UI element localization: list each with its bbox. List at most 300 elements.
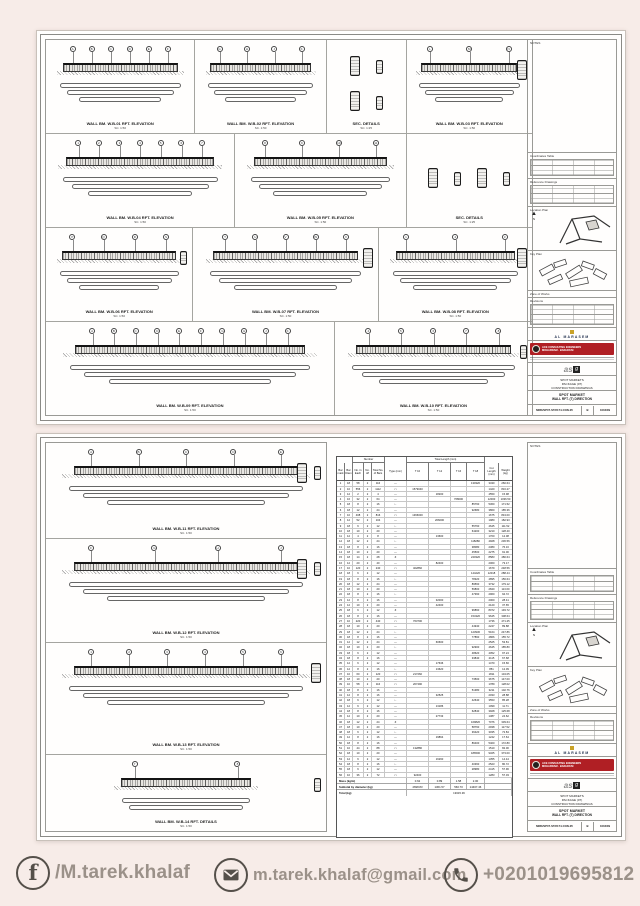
- bar-shape-glyph: —: [385, 518, 407, 522]
- marasem-emblem-icon: [570, 746, 574, 750]
- drawing-panel: [46, 228, 193, 321]
- panel-scale: SC. 1:50: [184, 408, 196, 412]
- bbs-row: 43 12 6 2 12 — 13186 1099 11.71: [337, 704, 512, 709]
- key-plan-sketch: [534, 673, 614, 705]
- beam-elevation: [75, 345, 304, 354]
- title-block: [527, 39, 617, 416]
- section-detail: [314, 466, 321, 480]
- bar-schedule-pills: [339, 363, 528, 386]
- facebook-handle: /M.tarek.khalaf: [55, 862, 190, 883]
- grid-bubble-row: 8 9 10 11: [239, 140, 401, 147]
- panel-caption: WALL BM. W.B-05 RFT. ELEVATION: [286, 215, 354, 220]
- asg-g-mark: g: [575, 782, 579, 788]
- panel-scale: SC. 1:50: [180, 531, 192, 535]
- bbs-row: 6 18 12 2 24 — 92680 3860 185.36: [337, 508, 512, 513]
- beam-elevation: [74, 466, 297, 475]
- bar-shape-glyph: —: [385, 587, 407, 591]
- bar-shape-glyph: —: [385, 751, 407, 755]
- bbs-row: 35 12 6 2 12 — 17636 1470 15.66: [337, 661, 512, 666]
- grid-bubble-row: 1 2 3 4 5 6: [50, 649, 322, 656]
- section-detail: [517, 248, 527, 268]
- email-address: m.tarek.khalaf@gmail.com: [253, 865, 467, 884]
- bar-shape-glyph: —: [385, 492, 407, 496]
- section-group: [363, 248, 373, 268]
- bbs-row: 50 18 8 2 16 — 86400 5400 172.80: [337, 741, 512, 746]
- title-block: [527, 442, 617, 832]
- section-group: [517, 60, 527, 80]
- beam-elevation: [63, 63, 178, 72]
- bar-shape-glyph: —: [385, 725, 407, 729]
- panel-caption: WALL BM. W.B-04 RFT. ELEVATION: [106, 215, 174, 220]
- ace-emblem-icon: [532, 345, 540, 353]
- bbs-row: 44 18 8 2 16 — 62840 3928 125.68: [337, 709, 512, 714]
- bar-shape-glyph: ∟: [385, 645, 407, 649]
- panel-scale: SC. 1:50: [180, 824, 192, 828]
- bar-shape-glyph: Z: [385, 720, 407, 724]
- location-plan: Location Plan ▲ N: [528, 207, 616, 251]
- bbs-row: 32 18 10 2 20 ∟ 92900 4645 185.80: [337, 645, 512, 650]
- envelope-icon: [214, 858, 248, 892]
- section-grid: [411, 140, 528, 215]
- north-arrow-icon: ▲ N: [531, 627, 537, 637]
- bbs-row: 53 12 6 2 12 — 16260 1355 14.44: [337, 757, 512, 762]
- bar-shape-glyph: ∟: [385, 730, 407, 734]
- bbs-row: 16 12 20 2 40 — 82400 2060 73.17: [337, 561, 512, 566]
- drawing-panel: [379, 228, 532, 321]
- section-detail: [297, 559, 307, 579]
- bar-shape-glyph: ∟: [385, 524, 407, 528]
- marasem-logo: AL MARASEM: [528, 328, 616, 341]
- bbs-row: 47 18 10 2 20 — 58760 2938 117.52: [337, 725, 512, 730]
- bbs-subtotal-row: Subtotal by diameter (kg) 2698.83 1361.57 560.70 14467.46: [337, 784, 512, 790]
- bbs-row: 48 18 6 2 12 ∟ 36420 3035 72.84: [337, 730, 512, 735]
- panel-scale: SC. 1:50: [114, 126, 127, 130]
- north-arrow-icon: ▲ N: [531, 211, 537, 221]
- bar-shape-glyph: —: [385, 534, 407, 538]
- panel-row: [46, 443, 326, 539]
- bbs-row: 24 12 10 2 20 — 42400 2120 37.65: [337, 603, 512, 608]
- grid-bubble-row: 1 2 3: [383, 234, 528, 241]
- grid-bubble-row: T U V W X: [197, 234, 373, 241]
- bar-shape-glyph: —: [385, 677, 407, 681]
- section-group: [297, 463, 321, 483]
- bbs-row: 13 18 8 2 16 — 38080 2380 76.16: [337, 545, 512, 550]
- bbs-row: 11 12 4 2 8 — 13600 1700 12.08: [337, 534, 512, 539]
- section-detail: [376, 96, 383, 110]
- panel-scale: SC. 1:50: [427, 408, 440, 412]
- panel-scale: SC. 1:25: [463, 220, 476, 224]
- section-details-panel: [327, 40, 407, 133]
- bbs-row: 54 18 8 2 16 ∟ 40360 2523 80.72: [337, 762, 512, 767]
- section-group: [517, 248, 527, 268]
- bbs-row: 12 18 12 2 24 ∟ 118280 4928 236.56: [337, 539, 512, 544]
- bar-schedule-pills: [50, 175, 230, 198]
- key-plan: Key Plan: [528, 667, 616, 707]
- section-detail: [350, 91, 360, 111]
- panel-caption: SEC. DETAILS: [455, 215, 483, 220]
- bbs-row: 1 18 58 2 116 — 130320 3430 260.64: [337, 481, 512, 486]
- section-detail: [428, 168, 438, 188]
- bar-shape-glyph: —: [385, 767, 407, 771]
- bar-shape-glyph: —: [385, 529, 407, 533]
- beam-elevation: [121, 778, 252, 787]
- coordinates-table: Coordinates Table: [528, 153, 616, 179]
- section-detail: [297, 463, 307, 483]
- section-grid: [331, 46, 402, 121]
- bar-schedule-pills: [199, 81, 321, 104]
- grid-bubble-row: G H J K: [218, 47, 303, 51]
- bbs-row: 37 10 60 2 120 ⊓ 217260 1811 134.05: [337, 672, 512, 677]
- bar-shape-glyph: —: [385, 603, 407, 607]
- facebook-icon: f: [16, 856, 50, 890]
- bar-schedule-pills: [239, 175, 401, 198]
- bar-shape-glyph: —: [385, 714, 407, 718]
- bar-shape-glyph: ⊓: [385, 566, 407, 570]
- panel-caption: WALL BM. W.B-01 RFT. ELEVATION: [86, 121, 154, 126]
- grid-bubble-row: 1 2 3 4 5 6 7: [50, 140, 230, 147]
- bar-shape-glyph: —: [385, 688, 407, 692]
- bbs-mass-row: Mass (kg/m) 0.62 0.89 1.58 2.00: [337, 778, 512, 784]
- bar-shape-glyph: —: [385, 550, 407, 554]
- panel-caption: WALL BM. W.B-10 RFT. ELEVATION: [399, 403, 467, 408]
- location-sketch: [556, 213, 614, 247]
- section-detail: [454, 172, 461, 186]
- drawing-panel: [46, 322, 335, 415]
- bar-shape-glyph: ∟: [385, 592, 407, 596]
- bbs-row: 49 12 8 2 16 — 19864 1242 17.64: [337, 735, 512, 740]
- panel-caption: WALL BM. W.B-07 RFT. ELEVATION: [251, 309, 320, 314]
- panel-row: [46, 539, 326, 643]
- location-plan: Location Plan ▲ N: [528, 623, 616, 667]
- asg-g-mark: g: [575, 366, 579, 372]
- bar-shape-glyph: —: [385, 614, 407, 618]
- grid-bubble-row: A B C D E F G H J K: [91, 329, 289, 333]
- bar-shape-glyph: —: [385, 709, 407, 713]
- bbs-row: 18 18 6 2 12 — 144220 12018 288.44: [337, 571, 512, 576]
- bbs-row: 23 12 8 2 16 — 32000 2000 28.41: [337, 598, 512, 603]
- asg-logo: as g: [528, 363, 616, 376]
- phone-icon: [444, 858, 478, 892]
- panel-caption: WALL BM. W.B-09 RFT. ELEVATION: [156, 403, 224, 408]
- panel-row: [46, 134, 532, 228]
- bbs-row: 4 16 32 2 64 — 768000 12000 1036.50: [337, 497, 512, 502]
- panel-caption: WALL BM. W.B-13 RFT. ELEVATION: [152, 742, 220, 747]
- bar-schedule-pills: [411, 81, 528, 104]
- phone-number: +0201019695812: [483, 864, 635, 885]
- sheet2-drawing-area: [45, 442, 327, 832]
- bar-shape-glyph: —: [385, 481, 407, 485]
- bar-shape-glyph: ⊓: [385, 487, 407, 491]
- panel-caption: WALL BM. W.B-14 RFT. DETAILS: [155, 819, 217, 824]
- bar-shape-glyph: —: [385, 661, 407, 665]
- bar-schedule-pills: [50, 269, 188, 292]
- ace-address-lines: [530, 772, 614, 776]
- drawing-panel: [46, 40, 195, 133]
- bbs-row: 40 18 8 2 16 — 51380 3211 102.76: [337, 688, 512, 693]
- bbs-row: 14 18 10 2 20 — 45500 2275 91.00: [337, 550, 512, 555]
- bbs-row: 55 18 6 2 12 — 28980 2415 57.96: [337, 767, 512, 772]
- panel-scale: SC. 1:50: [113, 314, 126, 318]
- bar-shape-glyph: ∟: [385, 762, 407, 766]
- email-contact[interactable]: [214, 858, 466, 892]
- bbs-row: 38 18 10 2 20 — 73500 3675 147.00: [337, 677, 512, 682]
- ace-logo-box: [528, 757, 616, 779]
- panel-row: [46, 755, 326, 831]
- ace-emblem-icon: [532, 761, 540, 769]
- beam-elevation: [213, 251, 358, 260]
- bar-shape-glyph: Z: [385, 608, 407, 612]
- section-detail: [311, 663, 321, 683]
- bar-shape-glyph: ∟: [385, 577, 407, 581]
- revisions-table: Revisions: [528, 298, 616, 328]
- project-box: SPOT MARKETS PACKAGE (07) CONSTRUCTION DRAWINGS: [528, 792, 616, 807]
- notes-box: NOTES: [528, 443, 616, 569]
- section-details-panel: [407, 134, 532, 227]
- bbs-group-header: Number Total Length (mm): [337, 457, 512, 463]
- section-detail: [350, 56, 360, 76]
- drawing-number-row: MRK/SP07-ST/2174-CON-05 B 1004/09: [528, 405, 616, 415]
- drawing-panel: [46, 539, 326, 642]
- panel-caption: WALL BM. W.B-11 RFT. ELEVATION: [152, 526, 220, 531]
- bar-shape-glyph: ∟: [385, 539, 407, 543]
- grid-bubble-row: A B C D E F: [50, 46, 190, 53]
- phone-contact[interactable]: [444, 858, 634, 892]
- location-sketch: [556, 629, 614, 663]
- drawing-sheet-2: [36, 433, 626, 841]
- bar-shape-glyph: —: [385, 635, 407, 639]
- section-group: [520, 342, 527, 359]
- panel-caption: WALL BM. W.B-02 RFT. ELEVATION: [227, 121, 295, 126]
- drawing-panel: [46, 134, 235, 227]
- beam-elevation: [254, 157, 387, 166]
- panel-scale: SC. 1:50: [314, 220, 327, 224]
- bar-shape-glyph: —: [385, 598, 407, 602]
- section-detail: [517, 60, 527, 80]
- drawing-sheet-1: [36, 30, 626, 425]
- grid-bubble-row: P Q R S: [71, 235, 168, 239]
- sheet1-drawing-area: [45, 39, 533, 416]
- bbs-header-row: Bar mark Bar Diam No. in Each No. off Total No. of Bars Type (mm) T 10 T 12 T 16 T 18 Cut Length (mm) Weight (kg): [337, 463, 512, 481]
- bar-shape-glyph: —: [385, 741, 407, 745]
- section-detail: [314, 778, 321, 792]
- bbs-row: 41 12 8 2 16 — 32525 2033 28.88: [337, 693, 512, 698]
- section-group: [311, 663, 321, 683]
- bar-schedule-pills: [50, 684, 322, 707]
- bar-schedule-pills: [50, 81, 190, 104]
- bar-shape-glyph: ∟: [385, 630, 407, 634]
- bbs-row: 36 12 8 2 16 ∟ 13620 851 12.09: [337, 667, 512, 672]
- beam-elevation: [66, 157, 214, 166]
- drawing-title-box: SPOT MARKET WALL RFT. (T) DIRECTION: [528, 807, 616, 821]
- panel-row: [46, 322, 532, 415]
- bar-schedule-pills: [197, 269, 373, 292]
- section-detail: [376, 60, 383, 74]
- bbs-row: 39 10 58 2 116 ⊓ 207490 1789 128.02: [337, 682, 512, 687]
- bar-schedule-pills: [50, 363, 330, 386]
- ace-logo-box: [528, 341, 616, 363]
- bar-shape-glyph: ⊓: [385, 672, 407, 676]
- panel-row: [46, 643, 326, 755]
- beam-elevation: [74, 666, 297, 675]
- drawing-panel: [407, 40, 532, 133]
- bar-schedule-pills: [50, 484, 322, 507]
- grid-bubble-row: A B C D E: [90, 450, 282, 454]
- bar-schedule-pills: [383, 269, 528, 292]
- reference-drawings-table: Reference Drawings: [528, 595, 616, 623]
- facebook-contact[interactable]: [16, 856, 190, 890]
- key-plan-sketch: [534, 257, 614, 289]
- bar-shape-glyph: —: [385, 624, 407, 628]
- key-plan: Key Plan: [528, 251, 616, 291]
- bbs-row: 8 12 52 2 104 — 206000 1980 182.93: [337, 518, 512, 523]
- panel-scale: SC. 1:50: [449, 314, 462, 318]
- bbs-row: 21 18 10 2 20 — 56800 2840 113.60: [337, 587, 512, 592]
- drawing-panel: [235, 134, 406, 227]
- zone-of-works-label: Zone of Works: [528, 707, 616, 714]
- beam-elevation: [210, 63, 310, 72]
- bar-shape-glyph: —: [385, 497, 407, 501]
- bbs-row: 26 18 8 2 16 — 154320 9645 308.64: [337, 614, 512, 619]
- panel-scale: SC. 1:50: [180, 635, 192, 639]
- section-detail: [503, 172, 510, 186]
- panel-row: [46, 228, 532, 322]
- panel-scale: SC. 1:50: [180, 747, 192, 751]
- bbs-row: 28 18 10 2 20 — 44940 2247 89.88: [337, 624, 512, 629]
- ace-address-lines: [530, 356, 614, 360]
- section-group: [314, 775, 321, 792]
- bbs-row: 20 18 12 2 24 — 89560 3732 179.12: [337, 582, 512, 587]
- bbs-row: 5 18 8 2 16 ∟ 85760 5360 171.52: [337, 502, 512, 507]
- bar-shape-glyph: —: [385, 582, 407, 586]
- bbs-row: 46 18 12 2 24 Z 169820 7076 339.64: [337, 720, 512, 725]
- bar-shape-glyph: —: [385, 651, 407, 655]
- bar-schedule-pills: [111, 796, 261, 812]
- panel-caption: WALL BM. W.B-06 RFT. ELEVATION: [85, 309, 153, 314]
- grid-bubble-row: 4 5 6 7 8: [339, 328, 528, 335]
- bbs-row: 10 18 10 2 20 — 64200 3210 128.40: [337, 529, 512, 534]
- section-detail: [363, 248, 373, 268]
- bbs-row: 17 10 120 2 240 ⊓ 402860 1679 248.56: [337, 566, 512, 571]
- bar-shape-glyph: ∟: [385, 667, 407, 671]
- panel-scale: SC. 1:50: [279, 314, 292, 318]
- marasem-emblem-icon: [570, 330, 574, 334]
- section-group: [297, 559, 321, 579]
- asg-logo: as g: [528, 779, 616, 792]
- drawing-panel: [46, 443, 326, 538]
- drawing-panel: [195, 40, 326, 133]
- bbs-row: 2 10 556 2 1112 ⊓ 1579040 1420 816.27: [337, 487, 512, 492]
- revisions-table: Revisions: [528, 714, 616, 744]
- bar-shape-glyph: ∟: [385, 698, 407, 702]
- panel-scale: SC. 1:50: [463, 126, 476, 130]
- drawing-panel: [193, 228, 378, 321]
- grid-bubble-row: 7 8: [50, 761, 322, 768]
- beam-elevation: [356, 345, 511, 354]
- bar-schedule-pills: [50, 580, 322, 603]
- section-detail: [180, 251, 187, 265]
- bbs-row: 29 18 12 2 24 ∟ 123930 5164 247.86: [337, 630, 512, 635]
- bbs-row: 3 12 2 2 4 — 18200 4550 15.98: [337, 492, 512, 497]
- bar-shape-glyph: ⊓: [385, 746, 407, 750]
- coordinates-table: Coordinates Table: [528, 569, 616, 595]
- section-detail: [477, 168, 487, 188]
- zone-of-works-label: Zone of Works: [528, 291, 616, 298]
- drawing-panel: [46, 755, 326, 831]
- bbs-row: 30 18 8 2 16 — 77860 4866 155.72: [337, 635, 512, 640]
- ace-logo: ACE CONSULTING ENGINEERS MOHARRAM . BAKHOUM: [530, 759, 614, 771]
- panel-caption: WALL BM. W.B-08 RFT. ELEVATION: [421, 309, 489, 314]
- panel-caption: SEC. DETAILS: [352, 121, 380, 126]
- bbs-row: 52 18 10 2 20 — 186500 9325 373.00: [337, 751, 512, 756]
- bbs-row: 15 18 14 2 28 Z 240320 8583 480.64: [337, 555, 512, 560]
- bar-shape-glyph: —: [385, 757, 407, 761]
- bar-shape-glyph: ⊓: [385, 619, 407, 623]
- bar-shape-glyph: ⊓: [385, 773, 407, 777]
- bar-shape-glyph: —: [385, 656, 407, 660]
- bbs-row: 51 10 44 2 88 ⊓ 132880 1510 82.00: [337, 746, 512, 751]
- bbs-row: 25 18 6 2 12 Z 96860 8072 193.72: [337, 608, 512, 613]
- bar-shape-glyph: —: [385, 735, 407, 739]
- bar-bending-schedule-table: [336, 456, 513, 838]
- bbs-row: 56 10 36 2 72 ⊓ 92400 1283 57.03: [337, 773, 512, 778]
- bbs-row: 31 12 12 2 24 — 60600 2525 53.81: [337, 640, 512, 645]
- bbs-row: 27 10 220 2 440 ⊓ 763700 1736 471.25: [337, 619, 512, 624]
- panel-scale: SC. 1:25: [360, 126, 373, 130]
- drawing-title-box: SPOT MARKET WALL RFT. (T) DIRECTION: [528, 391, 616, 405]
- reference-drawings-table: Reference Drawings: [528, 179, 616, 207]
- bbs-row: 22 18 8 2 16 ∟ 47360 2960 94.72: [337, 592, 512, 597]
- bar-shape-glyph: —: [385, 545, 407, 549]
- bbs-total-row: Total (kg) 19315.36: [337, 790, 512, 796]
- bar-shape-glyph: —: [385, 508, 407, 512]
- bar-shape-glyph: ∟: [385, 502, 407, 506]
- bbs-row: 19 18 8 2 16 ∟ 78320 4895 156.64: [337, 577, 512, 582]
- bar-shape-glyph: Z: [385, 555, 407, 559]
- section-group: [180, 248, 187, 265]
- bar-shape-glyph: —: [385, 571, 407, 575]
- project-box: SPOT MARKETS PACKAGE (07) CONSTRUCTION DRAWINGS: [528, 376, 616, 391]
- panel-scale: SC. 1:50: [254, 126, 267, 130]
- grid-bubble-row: L M N: [411, 46, 528, 53]
- bbs-row: 9 18 6 2 12 ∟ 55760 4645 111.52: [337, 524, 512, 529]
- bar-shape-glyph: —: [385, 704, 407, 708]
- bar-shape-glyph: —: [385, 561, 407, 565]
- panel-caption: WALL BM. W.B-03 RFT. ELEVATION: [435, 121, 503, 126]
- drawing-number-row: MRK/SP07-ST/2174-CON-05 B 1004/09: [528, 821, 616, 831]
- drawing-panel: [335, 322, 532, 415]
- beam-elevation: [62, 251, 175, 260]
- panel-scale: SC. 1:50: [134, 220, 146, 224]
- drawing-panel: [46, 643, 326, 754]
- ace-logo: ACE CONSULTING ENGINEERS MOHARRAM . BAKHOUM: [530, 343, 614, 355]
- grid-bubble-row: F G H J: [50, 545, 322, 552]
- beam-elevation: [74, 562, 297, 571]
- bar-shape-glyph: ⊓: [385, 682, 407, 686]
- bbs-row: 33 18 6 2 12 — 48620 4052 97.24: [337, 651, 512, 656]
- bar-shape-glyph: —: [385, 693, 407, 697]
- bbs-row: 42 18 6 2 12 ∟ 42640 3553 85.28: [337, 698, 512, 703]
- section-detail: [520, 345, 527, 359]
- bar-shape-glyph: —: [385, 640, 407, 644]
- marasem-logo: AL MARASEM: [528, 744, 616, 757]
- panel-row: [46, 40, 532, 134]
- section-detail: [314, 562, 321, 576]
- beam-elevation: [396, 251, 515, 260]
- notes-box: NOTES: [528, 40, 616, 153]
- beam-elevation: [421, 63, 517, 72]
- panel-caption: WALL BM. W.B-12 RFT. ELEVATION: [152, 630, 220, 635]
- bbs-row: 7 10 408 2 816 ⊓ 1366000 1675 843.00: [337, 513, 512, 518]
